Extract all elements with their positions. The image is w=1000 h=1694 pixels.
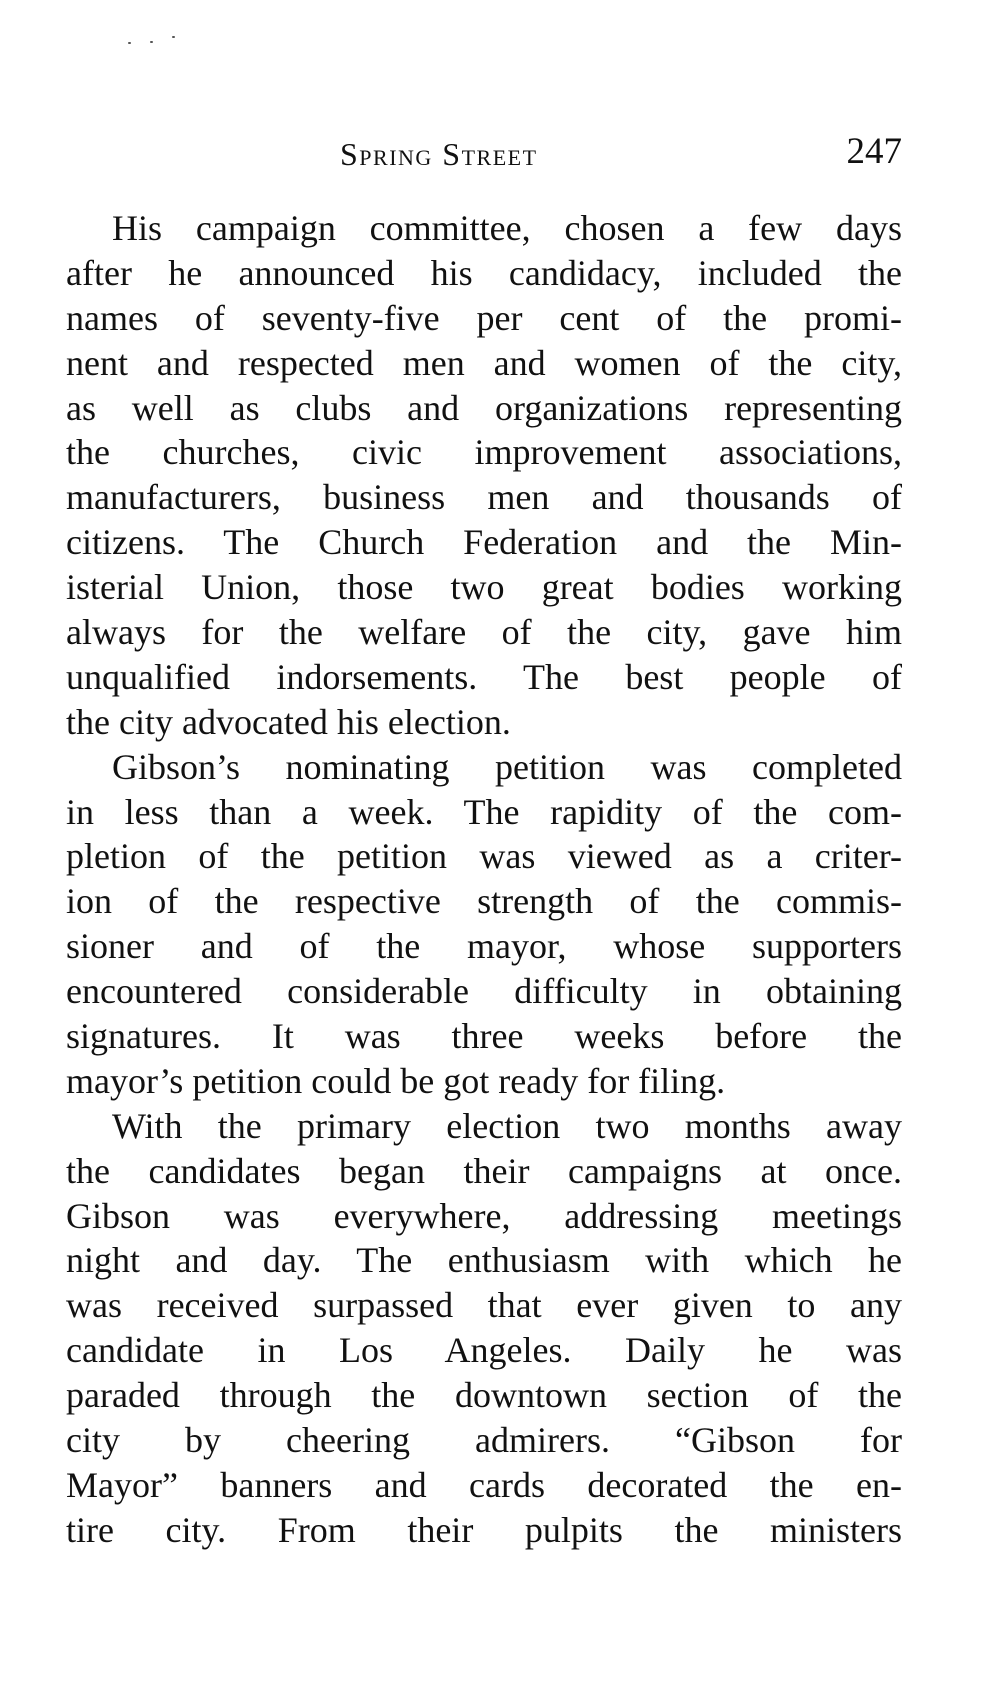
text-line: the candidates began their campaigns at once. (66, 1150, 902, 1191)
page-number: 247 (846, 131, 902, 172)
text-line: nent and respected men and women of the city, (66, 342, 902, 383)
body-text (66, 206, 902, 1553)
text-line: as well as clubs and organizations representing (66, 387, 902, 428)
text-line: the churches, civic improvement associations, (66, 432, 902, 473)
text-line: sioner and of the mayor, whose supporters (66, 926, 902, 967)
text-line: mayor’s petition could be got ready for filing. (66, 1060, 726, 1101)
text-line: encountered considerable difficulty in obtaining (66, 971, 902, 1012)
text-line: signatures. It was three weeks before the (66, 1016, 902, 1057)
paragraph (66, 745, 902, 1104)
text-line: paraded through the downtown section of the (66, 1375, 902, 1416)
text-line: Mayor” banners and cards decorated the en- (66, 1464, 902, 1505)
text-line: in less than a week. The rapidity of the com- (66, 791, 902, 832)
text-line: after he announced his candidacy, included the (66, 252, 902, 293)
text-line: ion of the respective strength of the commis- (66, 881, 902, 922)
text-line: Gibson’s nominating petition was completed (112, 746, 902, 787)
text-line: pletion of the petition was viewed as a criter- (66, 836, 902, 877)
text-line: tire city. From their pulpits the ministers (66, 1509, 902, 1550)
text-line: was received surpassed that ever given to any (66, 1285, 902, 1326)
text-line: always for the welfare of the city, gave him (66, 612, 902, 653)
text-line: unqualified indorsements. The best people of (66, 656, 902, 697)
text-line: His campaign committee, chosen a few days (112, 208, 902, 248)
text-line: the city advocated his election. (66, 701, 511, 742)
running-head-title: Spring Street (340, 136, 538, 172)
text-line: Gibson was everywhere, addressing meetings (66, 1195, 902, 1236)
text-line: names of seventy-five per cent of the promi- (66, 297, 902, 338)
text-line: candidate in Los Angeles. Daily he was (66, 1330, 902, 1371)
text-line: manufacturers, business men and thousands of (66, 477, 902, 518)
print-specks (128, 36, 188, 46)
running-head (66, 128, 902, 178)
text-line: city by cheering admirers. “Gibson for (66, 1420, 902, 1461)
text-line: night and day. The enthusiasm with which he (66, 1240, 902, 1281)
text-line: isterial Union, those two great bodies working (66, 567, 902, 608)
text-line: citizens. The Church Federation and the Min- (66, 522, 902, 563)
paragraph (66, 206, 902, 745)
text-line: With the primary election two months away (112, 1105, 902, 1146)
paragraph (66, 1104, 902, 1553)
